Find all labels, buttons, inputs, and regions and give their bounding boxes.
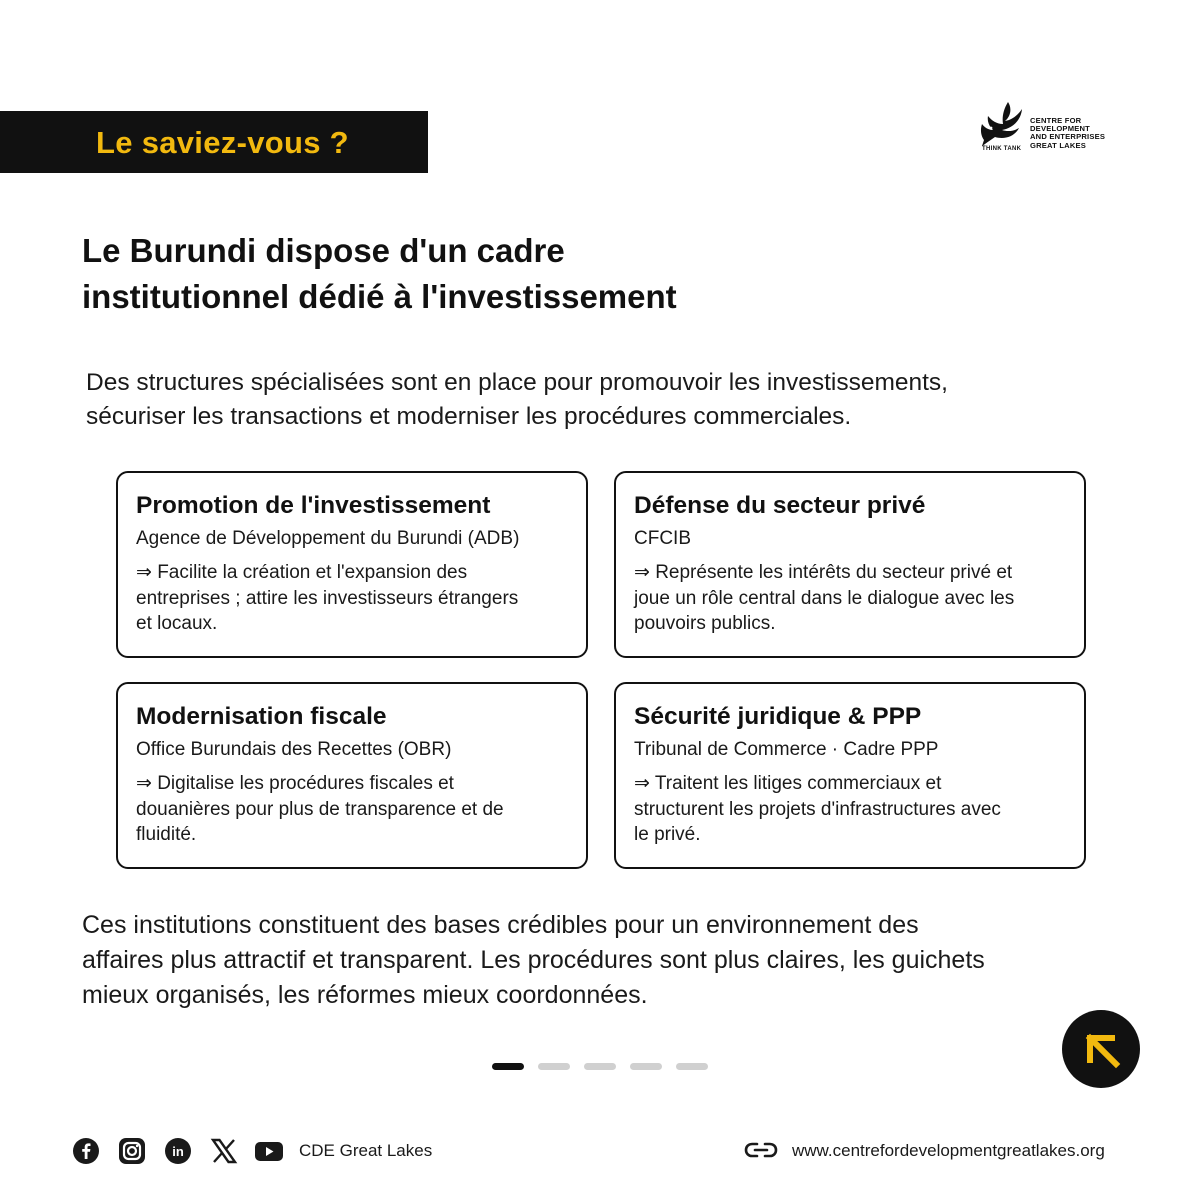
card-desc-line: joue un rôle central dans le dialogue avec les <box>634 587 1015 609</box>
card-org: Agence de Développement du Burundi (ADB) <box>136 528 520 549</box>
logo-text <box>1030 117 1105 150</box>
card-desc-line: ⇒ Traitent les litiges commerciaux et <box>634 773 942 794</box>
website-link[interactable]: www.centrefordevelopmentgreatlakes.org <box>792 1141 1105 1160</box>
card-desc-line: ⇒ Facilite la création et l'expansion des <box>136 562 468 583</box>
card-description <box>634 560 1066 637</box>
social-handle: CDE Great Lakes <box>299 1141 433 1160</box>
card-title: Défense du secteur privé <box>634 492 926 519</box>
instagram-icon[interactable] <box>118 1137 146 1165</box>
card-description <box>136 771 568 848</box>
card-desc-line: fluidité. <box>136 824 197 845</box>
conclusion-paragraph <box>82 908 985 1013</box>
card-title: Modernisation fiscale <box>136 703 387 730</box>
intro-paragraph <box>86 366 948 434</box>
card-org: CFCIB <box>634 528 691 549</box>
youtube-icon[interactable] <box>254 1137 282 1165</box>
card-desc-line: et locaux. <box>136 613 218 634</box>
title-line: Le Burundi dispose d'un cadre <box>82 232 565 269</box>
card-desc-line: pouvoirs publics. <box>634 613 776 634</box>
card-desc-line: structurent les projets d'infrastructures avec <box>634 798 1001 820</box>
facebook-icon[interactable] <box>72 1137 100 1165</box>
outro-line: Ces institutions constituent des bases crédibles pour un environnement des <box>82 911 919 939</box>
pagination-dot[interactable] <box>538 1063 570 1070</box>
arrow-up-left-icon <box>1062 1010 1140 1088</box>
logo-line: GREAT LAKES <box>1030 140 1087 150</box>
cde-logo <box>978 100 1108 160</box>
card-fiscal-modernization <box>116 682 588 869</box>
svg-text:in: in <box>172 1144 184 1159</box>
card-desc-line: douanières pour plus de transparence et de <box>136 798 504 820</box>
logo-line: AND ENTERPRISES <box>1030 132 1106 142</box>
banner <box>0 111 428 173</box>
bird-logo-icon <box>978 100 1030 148</box>
pagination-dot[interactable] <box>676 1063 708 1070</box>
card-desc-line: le privé. <box>634 824 701 845</box>
card-description <box>136 560 568 637</box>
card-description <box>634 771 1066 848</box>
next-arrow-button[interactable] <box>1062 1010 1140 1088</box>
logo-line: DEVELOPMENT <box>1030 124 1091 134</box>
card-title: Sécurité juridique & PPP <box>634 703 922 730</box>
linkedin-icon[interactable] <box>164 1137 192 1165</box>
card-private-sector <box>614 471 1086 658</box>
card-desc-line: entreprises ; attire les investisseurs étrangers <box>136 587 519 609</box>
link-icon <box>744 1140 778 1160</box>
title-line: institutionnel dédié à l'investissement <box>82 278 677 315</box>
card-investment-promotion <box>116 471 588 658</box>
page-title <box>82 228 677 320</box>
pagination-dot[interactable] <box>492 1063 524 1070</box>
card-desc-line: ⇒ Représente les intérêts du secteur privé et <box>634 562 1013 583</box>
logo-line: CENTRE FOR <box>1030 116 1082 125</box>
card-legal-security <box>614 682 1086 869</box>
x-icon[interactable] <box>210 1137 238 1165</box>
outro-line: mieux organisés, les réformes mieux coordonnées. <box>82 981 648 1009</box>
banner-title: Le saviez-vous ? <box>96 125 349 160</box>
card-org: Office Burundais des Recettes (OBR) <box>136 739 452 760</box>
pagination-dot[interactable] <box>584 1063 616 1070</box>
logo-tagline: THINK TANK <box>982 146 1022 152</box>
intro-line: Des structures spécialisées sont en place pour promouvoir les investissements, <box>86 369 948 396</box>
card-title: Promotion de l'investissement <box>136 492 491 519</box>
pagination-dot[interactable] <box>630 1063 662 1070</box>
outro-line: affaires plus attractif et transparent. Les procédures sont plus claires, les guichets <box>82 946 985 974</box>
card-org: Tribunal de Commerce · Cadre PPP <box>634 739 939 760</box>
intro-line: sécuriser les transactions et moderniser les procédures commerciales. <box>86 403 852 430</box>
card-desc-line: ⇒ Digitalise les procédures fiscales et <box>136 773 454 794</box>
